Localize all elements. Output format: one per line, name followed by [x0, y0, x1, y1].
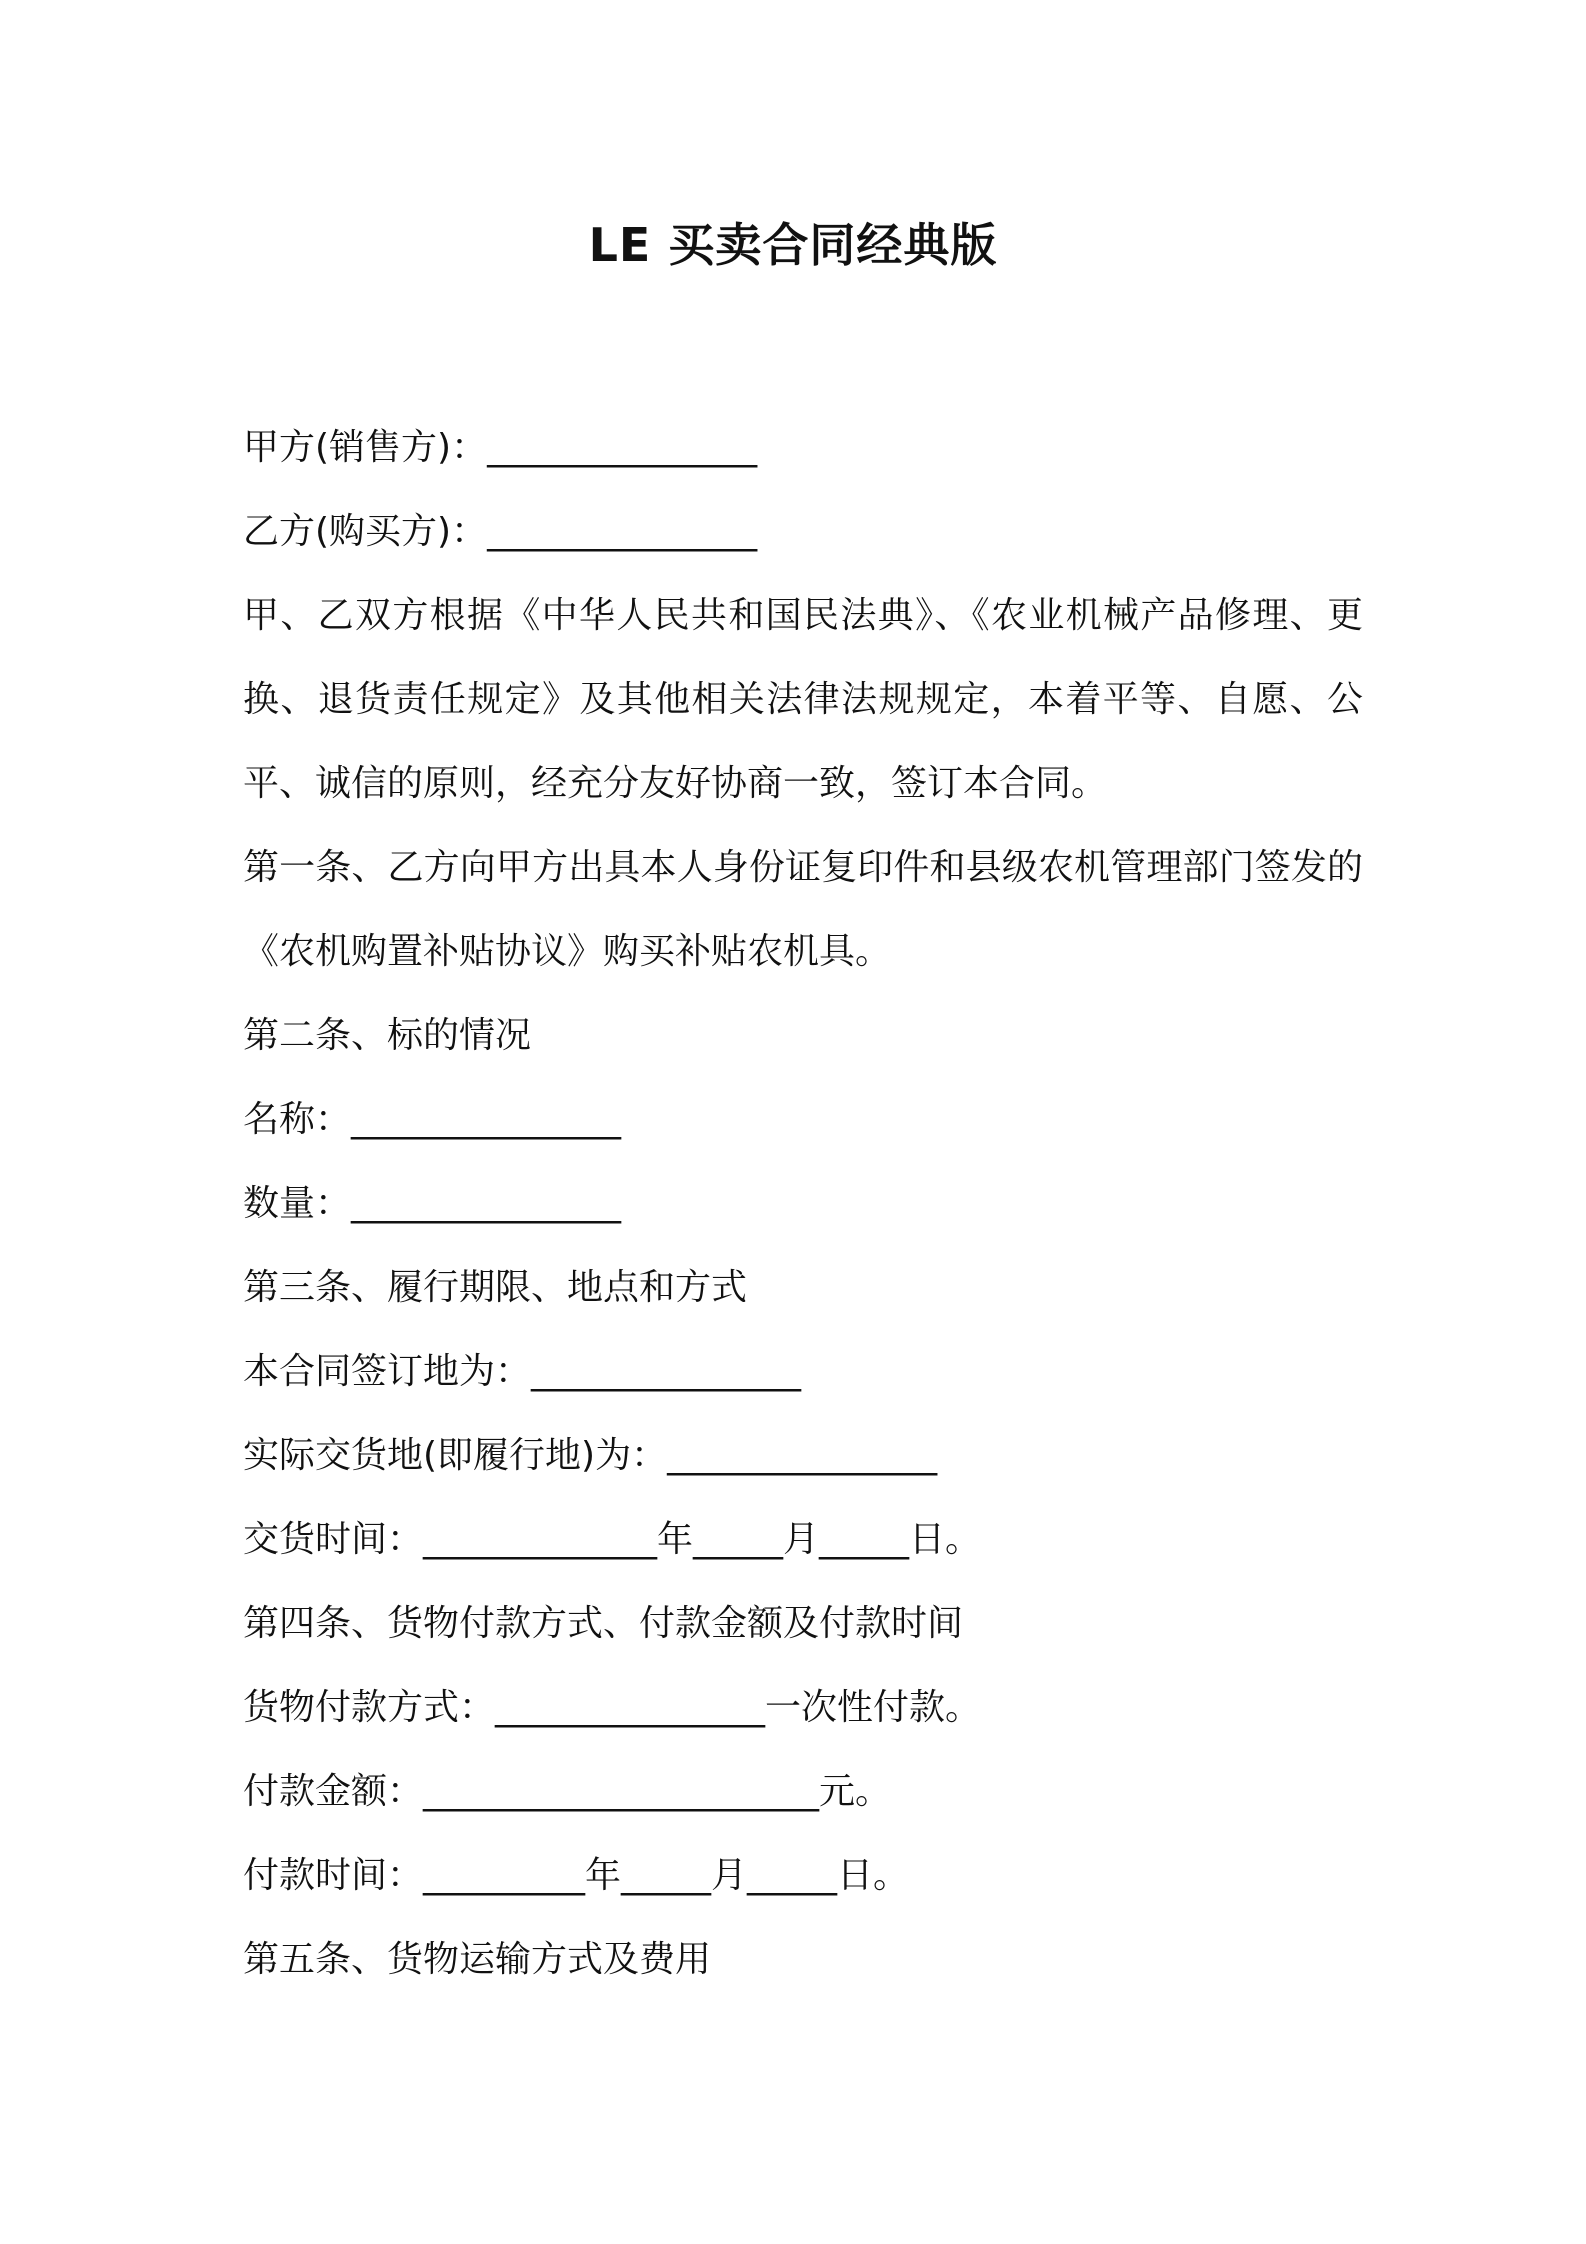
article-1-paragraph: 第一条、乙方向甲方出具本人身份证复印件和县级农机管理部门签发的《农机购置补贴协议》购买补贴农机具。	[243, 847, 1363, 972]
delivery-time-line: 交货时间：_____________年_____月_____日。	[243, 1519, 982, 1560]
article-2-heading: 第二条、标的情况	[243, 1015, 532, 1056]
document-body	[243, 406, 1363, 2002]
payment-amount-line: 付款金额：______________________元。	[243, 1771, 892, 1812]
payment-time-line: 付款时间：_________年_____月_____日。	[243, 1855, 910, 1896]
party-a-seller-line: 甲方(销售方)：_______________	[243, 427, 758, 468]
delivery-place-line: 实际交货地(即履行地)为：_______________	[243, 1435, 938, 1476]
preamble-paragraph: 甲、乙双方根据《中华人民共和国民法典》、《农业机械产品修理、更换、退货责任规定》及其他相关法律法规规定，本着平等、自愿、公平、诚信的原则，经充分友好协商一致，签订本合同。	[243, 595, 1363, 804]
article-4-heading: 第四条、货物付款方式、付款金额及付款时间	[243, 1603, 964, 1644]
item-name-line: 名称：_______________	[243, 1099, 622, 1140]
document-title: LE 买卖合同经典版	[588, 218, 998, 272]
article-3-heading: 第三条、履行期限、地点和方式	[243, 1267, 748, 1308]
item-quantity-line: 数量：_______________	[243, 1183, 622, 1224]
article-5-heading: 第五条、货物运输方式及费用	[243, 1939, 712, 1980]
signing-place-line: 本合同签订地为：_______________	[243, 1351, 802, 1392]
payment-method-line: 货物付款方式：_______________一次性付款。	[243, 1687, 982, 1728]
party-b-buyer-line: 乙方(购买方)：_______________	[243, 511, 758, 552]
